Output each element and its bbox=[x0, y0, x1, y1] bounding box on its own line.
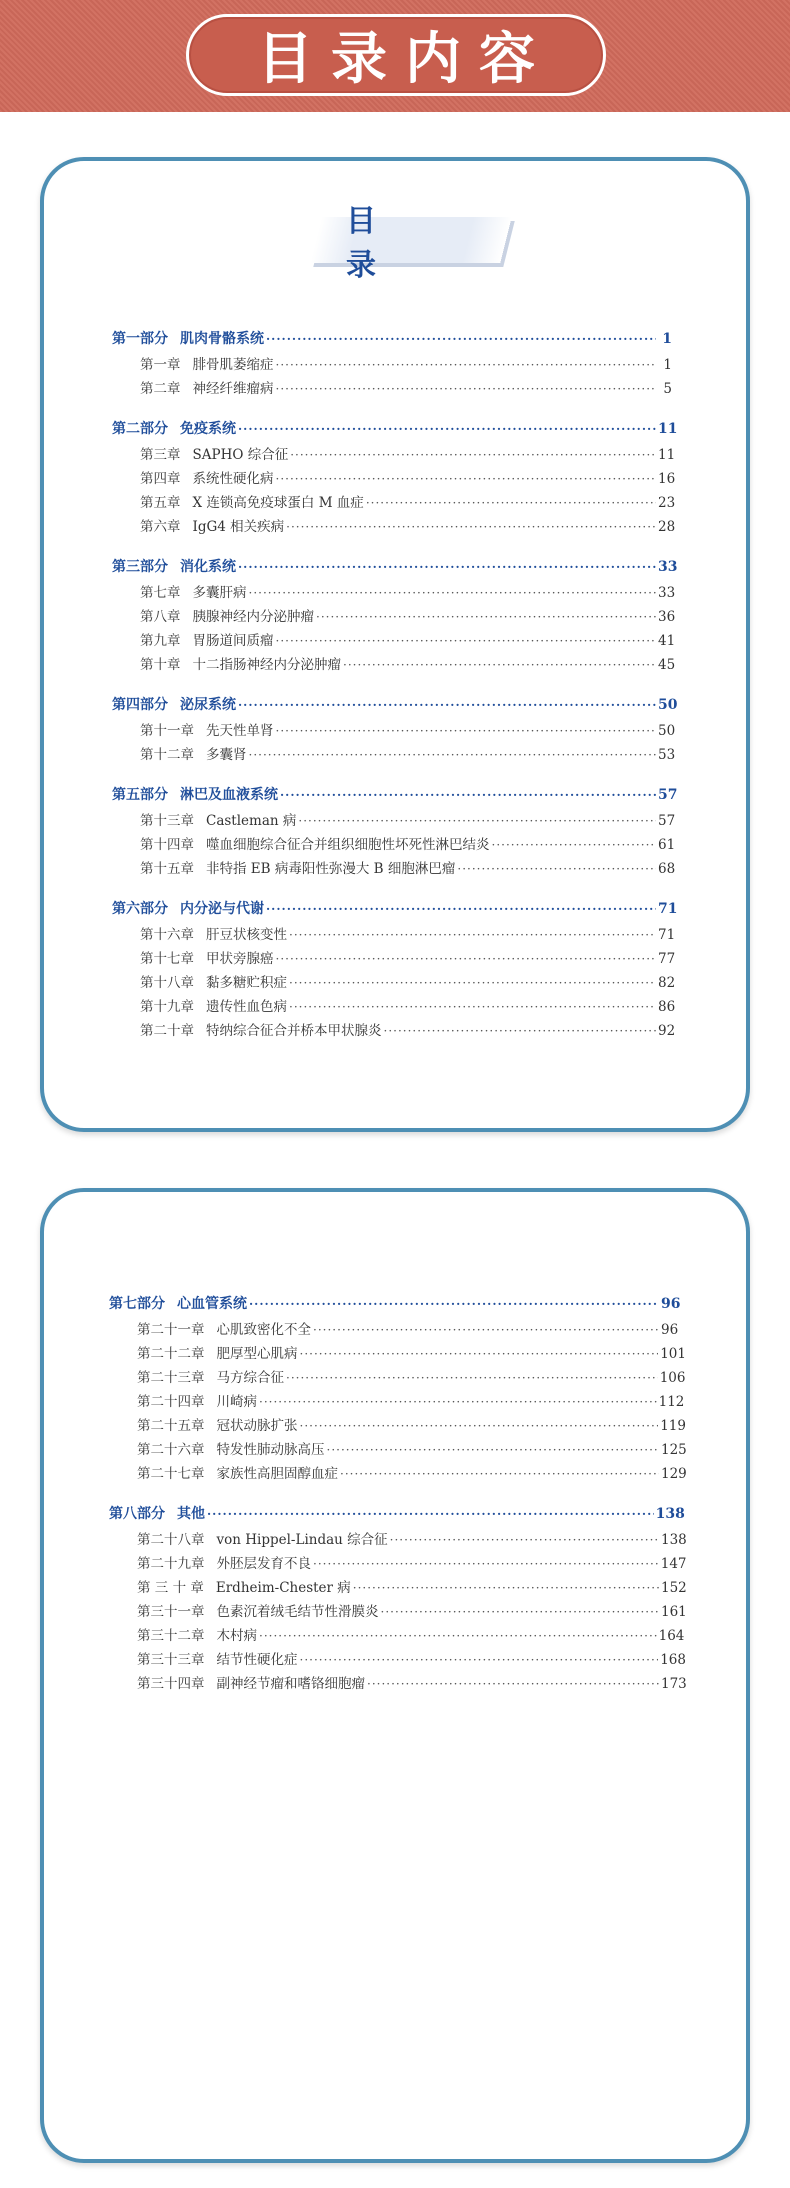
leader-dots bbox=[259, 1390, 657, 1414]
chapter-number: 第十七章 bbox=[140, 951, 194, 967]
part-row bbox=[112, 897, 678, 921]
leader-dots bbox=[266, 897, 656, 921]
part-number: 第八部分 bbox=[109, 1506, 165, 1522]
chapter-title: Erdheim-Chester 病 bbox=[215, 1580, 351, 1596]
chapter-title: 特纳综合征合并桥本甲状腺炎 bbox=[206, 1023, 382, 1039]
chapter-number: 第十章 bbox=[140, 657, 181, 673]
chapter-row bbox=[109, 1528, 687, 1552]
leader-dots bbox=[492, 833, 657, 857]
leader-dots bbox=[381, 1600, 660, 1624]
chapter-page-number: 50 bbox=[658, 723, 676, 739]
part-page-number: 50 bbox=[658, 697, 678, 713]
chapter-number: 第二十八章 bbox=[137, 1532, 205, 1548]
chapter-number: 第十四章 bbox=[140, 837, 194, 853]
chapter-number: 第四章 bbox=[140, 471, 181, 487]
chapter-number: 第二十四章 bbox=[137, 1394, 205, 1410]
leader-dots bbox=[238, 555, 656, 579]
chapter-row bbox=[109, 1462, 687, 1486]
chapter-row bbox=[112, 971, 676, 995]
part-number: 第一部分 bbox=[112, 331, 168, 347]
leader-dots bbox=[316, 605, 656, 629]
chapter-row bbox=[109, 1576, 687, 1600]
chapter-title: 结节性硬化症 bbox=[216, 1652, 298, 1668]
part-page-number: 71 bbox=[658, 901, 678, 917]
leader-dots bbox=[390, 1528, 659, 1552]
chapter-row bbox=[112, 743, 676, 767]
leader-dots bbox=[300, 1648, 659, 1672]
chapter-number: 第十九章 bbox=[140, 999, 194, 1015]
leader-dots bbox=[300, 1342, 659, 1366]
chapter-page-number: 125 bbox=[661, 1442, 687, 1458]
part-title: 淋巴及血液系统 bbox=[180, 787, 278, 803]
part-title: 心血管系统 bbox=[177, 1296, 247, 1312]
chapter-row bbox=[112, 605, 676, 629]
chapter-number: 第三章 bbox=[140, 447, 181, 463]
part-page-number: 138 bbox=[655, 1506, 685, 1522]
chapter-row bbox=[109, 1366, 686, 1390]
chapter-number: 第二十二章 bbox=[137, 1346, 205, 1362]
chapter-title: 外胚层发育不良 bbox=[216, 1556, 311, 1572]
chapter-page-number: 36 bbox=[658, 609, 676, 625]
chapter-title: 副神经节瘤和嗜铬细胞瘤 bbox=[216, 1676, 365, 1692]
part-number: 第六部分 bbox=[112, 901, 168, 917]
chapter-number: 第二章 bbox=[140, 381, 181, 397]
part-row bbox=[112, 693, 678, 717]
part-row bbox=[112, 327, 672, 351]
chapter-number: 第二十五章 bbox=[137, 1418, 205, 1434]
chapter-title: 川崎病 bbox=[216, 1394, 257, 1410]
chapter-page-number: 82 bbox=[658, 975, 676, 991]
chapter-title: 冠状动脉扩张 bbox=[216, 1418, 298, 1434]
leader-dots bbox=[276, 377, 657, 401]
chapter-row bbox=[112, 467, 676, 491]
chapter-page-number: 41 bbox=[658, 633, 676, 649]
part-number: 第三部分 bbox=[112, 559, 168, 575]
chapter-page-number: 161 bbox=[661, 1604, 687, 1620]
chapter-number: 第十五章 bbox=[140, 861, 194, 877]
top-banner bbox=[0, 0, 790, 112]
chapter-title: 十二指肠神经内分泌肿瘤 bbox=[192, 657, 341, 673]
leader-dots bbox=[238, 693, 656, 717]
chapter-number: 第二十九章 bbox=[137, 1556, 205, 1572]
leader-dots bbox=[259, 1624, 657, 1648]
leader-dots bbox=[384, 1019, 657, 1043]
chapter-title: 非特指 EB 病毒阳性弥漫大 B 细胞淋巴瘤 bbox=[206, 861, 456, 877]
part-title: 泌尿系统 bbox=[180, 697, 236, 713]
chapter-page-number: 92 bbox=[658, 1023, 676, 1039]
chapter-title: 神经纤维瘤病 bbox=[192, 381, 274, 397]
chapter-title: von Hippel-Lindau 综合征 bbox=[216, 1532, 388, 1548]
chapter-row bbox=[109, 1342, 686, 1366]
chapter-row bbox=[112, 1019, 676, 1043]
banner-title-pill bbox=[186, 14, 606, 96]
chapter-page-number: 45 bbox=[658, 657, 676, 673]
leader-dots bbox=[276, 719, 657, 743]
part-title: 其他 bbox=[177, 1506, 205, 1522]
chapter-number: 第三十二章 bbox=[137, 1628, 205, 1644]
chapter-row bbox=[112, 857, 676, 881]
part-number: 第七部分 bbox=[109, 1296, 165, 1312]
chapter-number: 第三十三章 bbox=[137, 1652, 205, 1668]
chapter-row bbox=[112, 833, 676, 857]
leader-dots bbox=[313, 1318, 659, 1342]
chapter-row bbox=[109, 1552, 687, 1576]
part-page-number: 33 bbox=[658, 559, 678, 575]
chapter-page-number: 57 bbox=[658, 813, 676, 829]
chapter-title: 木村病 bbox=[216, 1628, 257, 1644]
chapter-number: 第二十一章 bbox=[137, 1322, 205, 1338]
leader-dots bbox=[266, 327, 656, 351]
chapter-page-number: 164 bbox=[658, 1628, 685, 1644]
chapter-row bbox=[112, 443, 676, 467]
chapter-number: 第九章 bbox=[140, 633, 181, 649]
chapter-number: 第 三 十 章 bbox=[137, 1580, 204, 1596]
chapter-number: 第六章 bbox=[140, 519, 181, 535]
chapter-number: 第十一章 bbox=[140, 723, 194, 739]
chapter-number: 第十六章 bbox=[140, 927, 194, 943]
chapter-number: 第七章 bbox=[140, 585, 181, 601]
chapter-row bbox=[112, 923, 676, 947]
chapter-title: X 连锁高免疫球蛋白 M 血症 bbox=[192, 495, 364, 511]
toc-heading-box bbox=[310, 204, 511, 283]
leader-dots bbox=[366, 491, 656, 515]
leader-dots bbox=[238, 417, 656, 441]
chapter-page-number: 106 bbox=[659, 1370, 686, 1386]
chapter-title: 马方综合征 bbox=[216, 1370, 284, 1386]
chapter-page-number: 101 bbox=[660, 1346, 686, 1362]
chapter-number: 第二十章 bbox=[140, 1023, 194, 1039]
chapter-number: 第一章 bbox=[140, 357, 181, 373]
chapter-title: 多囊肾 bbox=[206, 747, 247, 763]
chapter-title: 黏多糖贮积症 bbox=[206, 975, 287, 991]
leader-dots bbox=[313, 1552, 659, 1576]
chapter-title: 胃肠道间质瘤 bbox=[192, 633, 274, 649]
chapter-title: 腓骨肌萎缩症 bbox=[192, 357, 274, 373]
chapter-page-number: 5 bbox=[663, 381, 672, 397]
part-row bbox=[112, 417, 678, 441]
chapter-row bbox=[109, 1672, 687, 1696]
part-row bbox=[112, 555, 678, 579]
chapter-page-number: 96 bbox=[661, 1322, 679, 1338]
chapter-page-number: 86 bbox=[658, 999, 676, 1015]
chapter-page-number: 138 bbox=[661, 1532, 687, 1548]
chapter-title: 噬血细胞综合征合并组织细胞性坏死性淋巴结炎 bbox=[206, 837, 490, 853]
chapter-number: 第二十七章 bbox=[137, 1466, 205, 1482]
chapter-page-number: 16 bbox=[658, 471, 676, 487]
leader-dots bbox=[290, 443, 656, 467]
part-title: 免疫系统 bbox=[180, 421, 236, 437]
leader-dots bbox=[300, 1414, 659, 1438]
leader-dots bbox=[276, 629, 657, 653]
chapter-row bbox=[112, 515, 676, 539]
chapter-row bbox=[112, 653, 676, 677]
chapter-title: 肥厚型心肌病 bbox=[216, 1346, 298, 1362]
part-number: 第五部分 bbox=[112, 787, 168, 803]
chapter-page-number: 33 bbox=[658, 585, 676, 601]
chapter-page-number: 23 bbox=[658, 495, 676, 511]
chapter-row bbox=[112, 629, 676, 653]
chapter-row bbox=[112, 947, 676, 971]
chapter-title: 肝豆状核变性 bbox=[206, 927, 287, 943]
part-page-number: 57 bbox=[658, 787, 678, 803]
chapter-title: 家族性高胆固醇血症 bbox=[216, 1466, 338, 1482]
banner-title: 目录内容 bbox=[257, 27, 553, 92]
chapter-title: 系统性硬化病 bbox=[192, 471, 274, 487]
leader-dots bbox=[367, 1672, 659, 1696]
chapter-title: 甲状旁腺癌 bbox=[206, 951, 274, 967]
chapter-title: 多囊肝病 bbox=[192, 585, 247, 601]
leader-dots bbox=[249, 1292, 659, 1316]
chapter-title: SAPHO 综合征 bbox=[192, 447, 289, 463]
chapter-page-number: 11 bbox=[658, 447, 676, 463]
chapter-page-number: 71 bbox=[658, 927, 676, 943]
toc-card-2 bbox=[40, 1188, 750, 2163]
chapter-title: 遗传性血色病 bbox=[206, 999, 287, 1015]
chapter-title: 先天性单肾 bbox=[206, 723, 274, 739]
part-row bbox=[112, 783, 678, 807]
chapter-number: 第十三章 bbox=[140, 813, 194, 829]
part-title: 内分泌与代谢 bbox=[180, 901, 264, 917]
part-number: 第二部分 bbox=[112, 421, 168, 437]
chapter-row bbox=[109, 1438, 687, 1462]
leader-dots bbox=[298, 809, 656, 833]
leader-dots bbox=[286, 515, 656, 539]
chapter-row bbox=[109, 1624, 685, 1648]
chapter-title: Castleman 病 bbox=[206, 813, 297, 829]
leader-dots bbox=[276, 947, 657, 971]
leader-dots bbox=[289, 995, 656, 1019]
part-title: 消化系统 bbox=[180, 559, 236, 575]
chapter-row bbox=[112, 491, 676, 515]
chapter-number: 第三十四章 bbox=[137, 1676, 205, 1692]
chapter-page-number: 28 bbox=[658, 519, 676, 535]
chapter-row bbox=[112, 353, 672, 377]
leader-dots bbox=[327, 1438, 660, 1462]
leader-dots bbox=[457, 857, 656, 881]
leader-dots bbox=[280, 783, 656, 807]
chapter-page-number: 1 bbox=[663, 357, 672, 373]
leader-dots bbox=[276, 467, 657, 491]
toc-list-2 bbox=[109, 1292, 687, 1696]
chapter-page-number: 53 bbox=[658, 747, 676, 763]
chapter-row bbox=[112, 581, 676, 605]
chapter-number: 第二十三章 bbox=[137, 1370, 205, 1386]
chapter-row bbox=[109, 1390, 685, 1414]
chapter-title: IgG4 相关疾病 bbox=[192, 519, 285, 535]
part-row bbox=[109, 1502, 685, 1526]
chapter-row bbox=[112, 377, 672, 401]
part-page-number: 11 bbox=[658, 421, 678, 437]
chapter-page-number: 68 bbox=[658, 861, 676, 877]
chapter-title: 胰腺神经内分泌肿瘤 bbox=[192, 609, 314, 625]
leader-dots bbox=[249, 743, 657, 767]
chapter-row bbox=[109, 1600, 687, 1624]
chapter-page-number: 173 bbox=[661, 1676, 687, 1692]
chapter-title: 心肌致密化不全 bbox=[216, 1322, 311, 1338]
chapter-page-number: 77 bbox=[658, 951, 676, 967]
chapter-number: 第十二章 bbox=[140, 747, 194, 763]
chapter-number: 第五章 bbox=[140, 495, 181, 511]
chapter-page-number: 129 bbox=[661, 1466, 687, 1482]
chapter-number: 第八章 bbox=[140, 609, 181, 625]
chapter-number: 第三十一章 bbox=[137, 1604, 205, 1620]
part-row bbox=[109, 1292, 681, 1316]
leader-dots bbox=[207, 1502, 654, 1526]
chapter-title: 色素沉着绒毛结节性滑膜炎 bbox=[216, 1604, 379, 1620]
chapter-page-number: 119 bbox=[660, 1418, 686, 1434]
chapter-row bbox=[109, 1414, 686, 1438]
chapter-page-number: 112 bbox=[658, 1394, 685, 1410]
part-number: 第四部分 bbox=[112, 697, 168, 713]
chapter-row bbox=[109, 1648, 686, 1672]
chapter-row bbox=[112, 809, 676, 833]
toc-heading: 目 录 bbox=[346, 204, 406, 283]
chapter-row bbox=[109, 1318, 679, 1342]
leader-dots bbox=[276, 353, 657, 377]
leader-dots bbox=[289, 971, 656, 995]
leader-dots bbox=[289, 923, 656, 947]
part-page-number: 1 bbox=[662, 331, 672, 347]
chapter-number: 第二十六章 bbox=[137, 1442, 205, 1458]
chapter-title: 特发性肺动脉高压 bbox=[216, 1442, 325, 1458]
part-page-number: 96 bbox=[661, 1296, 681, 1312]
leader-dots bbox=[353, 1576, 659, 1600]
leader-dots bbox=[340, 1462, 659, 1486]
chapter-page-number: 61 bbox=[658, 837, 676, 853]
leader-dots bbox=[249, 581, 657, 605]
chapter-page-number: 152 bbox=[661, 1580, 687, 1596]
toc-card-1 bbox=[40, 157, 750, 1132]
chapter-row bbox=[112, 719, 676, 743]
chapter-number: 第十八章 bbox=[140, 975, 194, 991]
chapter-page-number: 168 bbox=[660, 1652, 686, 1668]
leader-dots bbox=[343, 653, 656, 677]
chapter-row bbox=[112, 995, 676, 1019]
chapter-page-number: 147 bbox=[660, 1556, 687, 1572]
leader-dots bbox=[286, 1366, 658, 1390]
part-title: 肌肉骨骼系统 bbox=[180, 331, 264, 347]
toc-list-1 bbox=[112, 327, 678, 1043]
